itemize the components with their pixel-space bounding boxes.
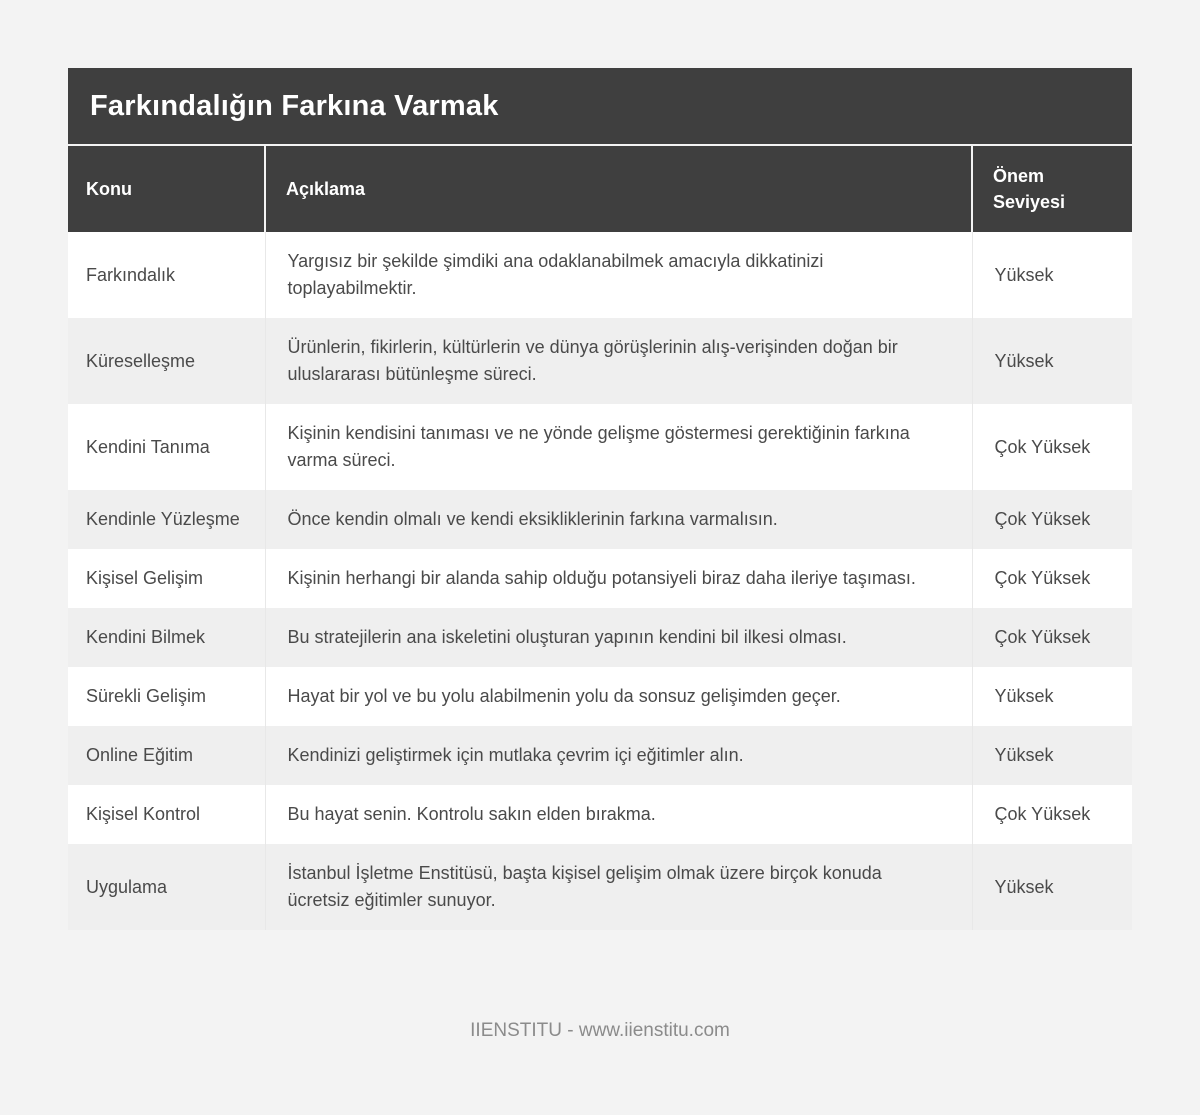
table-row bbox=[68, 726, 1132, 785]
topic-cell: Kişisel Gelişim bbox=[86, 568, 204, 588]
importance-cell: Yüksek bbox=[972, 844, 1132, 930]
description-cell: Yargısız bir şekilde şimdiki ana odaklanabilmek amacıyla dikkatinizi toplayabilmektir. bbox=[265, 232, 972, 318]
column-header-topic: Konu bbox=[68, 146, 265, 232]
topic-cell: Kendinle Yüzleşme bbox=[86, 509, 240, 529]
topic-cell: Küreselleşme bbox=[86, 350, 196, 371]
table-row bbox=[68, 844, 1132, 930]
description-cell: Hayat bir yol ve bu yolu alabilmenin yolu da sonsuz gelişimden geçer. bbox=[265, 667, 972, 726]
column-header-description: Açıklama bbox=[265, 146, 972, 232]
importance-cell: Yüksek bbox=[972, 232, 1132, 318]
table-row bbox=[68, 490, 1132, 549]
table-row bbox=[68, 549, 1132, 608]
table-row bbox=[68, 318, 1132, 404]
table-header-row bbox=[68, 146, 1132, 232]
topic-cell: Online Eğitim bbox=[86, 745, 194, 765]
description-cell: Bu hayat senin. Kontrolu sakın elden bırakma. bbox=[265, 785, 972, 844]
importance-cell: Yüksek bbox=[972, 726, 1132, 785]
table-row bbox=[68, 667, 1132, 726]
table-row bbox=[68, 785, 1132, 844]
footer-credit: IIENSTITU - www.iienstitu.com bbox=[470, 1020, 730, 1041]
description-cell: Önce kendin olmalı ve kendi eksikliklerinin farkına varmalısın. bbox=[265, 490, 972, 549]
description-cell: Kişinin kendisini tanıması ve ne yönde gelişme göstermesi gerektiğinin farkına varma süreci. bbox=[265, 404, 972, 490]
importance-cell: Yüksek bbox=[972, 318, 1132, 404]
awareness-table bbox=[68, 146, 1132, 930]
table-row bbox=[68, 404, 1132, 490]
importance-cell: Çok Yüksek bbox=[972, 404, 1132, 490]
title-bar bbox=[68, 68, 1132, 146]
awareness-table-card bbox=[68, 68, 1132, 930]
importance-cell: Çok Yüksek bbox=[972, 490, 1132, 549]
topic-cell: Farkındalık bbox=[86, 264, 176, 285]
table-row bbox=[68, 232, 1132, 318]
description-cell: Ürünlerin, fikirlerin, kültürlerin ve dünya görüşlerinin alış-verişinden doğan bir uluslararası bütünleşme süreci. bbox=[265, 318, 972, 404]
topic-cell: Kişisel Kontrol bbox=[86, 804, 201, 824]
importance-cell: Çok Yüksek bbox=[972, 608, 1132, 667]
description-cell: İstanbul İşletme Enstitüsü, başta kişisel gelişim olmak üzere birçok konuda ücretsiz eğitimler sunuyor. bbox=[265, 844, 972, 930]
importance-cell: Yüksek bbox=[972, 667, 1132, 726]
table-head bbox=[68, 146, 1132, 232]
column-header-importance: Önem Seviyesi bbox=[972, 146, 1132, 232]
importance-cell: Çok Yüksek bbox=[972, 549, 1132, 608]
topic-cell: Kendini Tanıma bbox=[86, 436, 210, 457]
table-row bbox=[68, 608, 1132, 667]
description-cell: Bu stratejilerin ana iskeletini oluşturan yapının kendini bil ilkesi olması. bbox=[265, 608, 972, 667]
importance-cell: Çok Yüksek bbox=[972, 785, 1132, 844]
topic-cell: Sürekli Gelişim bbox=[86, 686, 207, 706]
topic-cell: Uygulama bbox=[86, 876, 168, 897]
table-body bbox=[68, 232, 1132, 930]
description-cell: Kişinin herhangi bir alanda sahip olduğu potansiyeli biraz daha ileriye taşıması. bbox=[265, 549, 972, 608]
topic-cell: Kendini Bilmek bbox=[86, 627, 206, 647]
description-cell: Kendinizi geliştirmek için mutlaka çevrim içi eğitimler alın. bbox=[265, 726, 972, 785]
page-title: Farkındalığın Farkına Varmak bbox=[90, 89, 499, 122]
